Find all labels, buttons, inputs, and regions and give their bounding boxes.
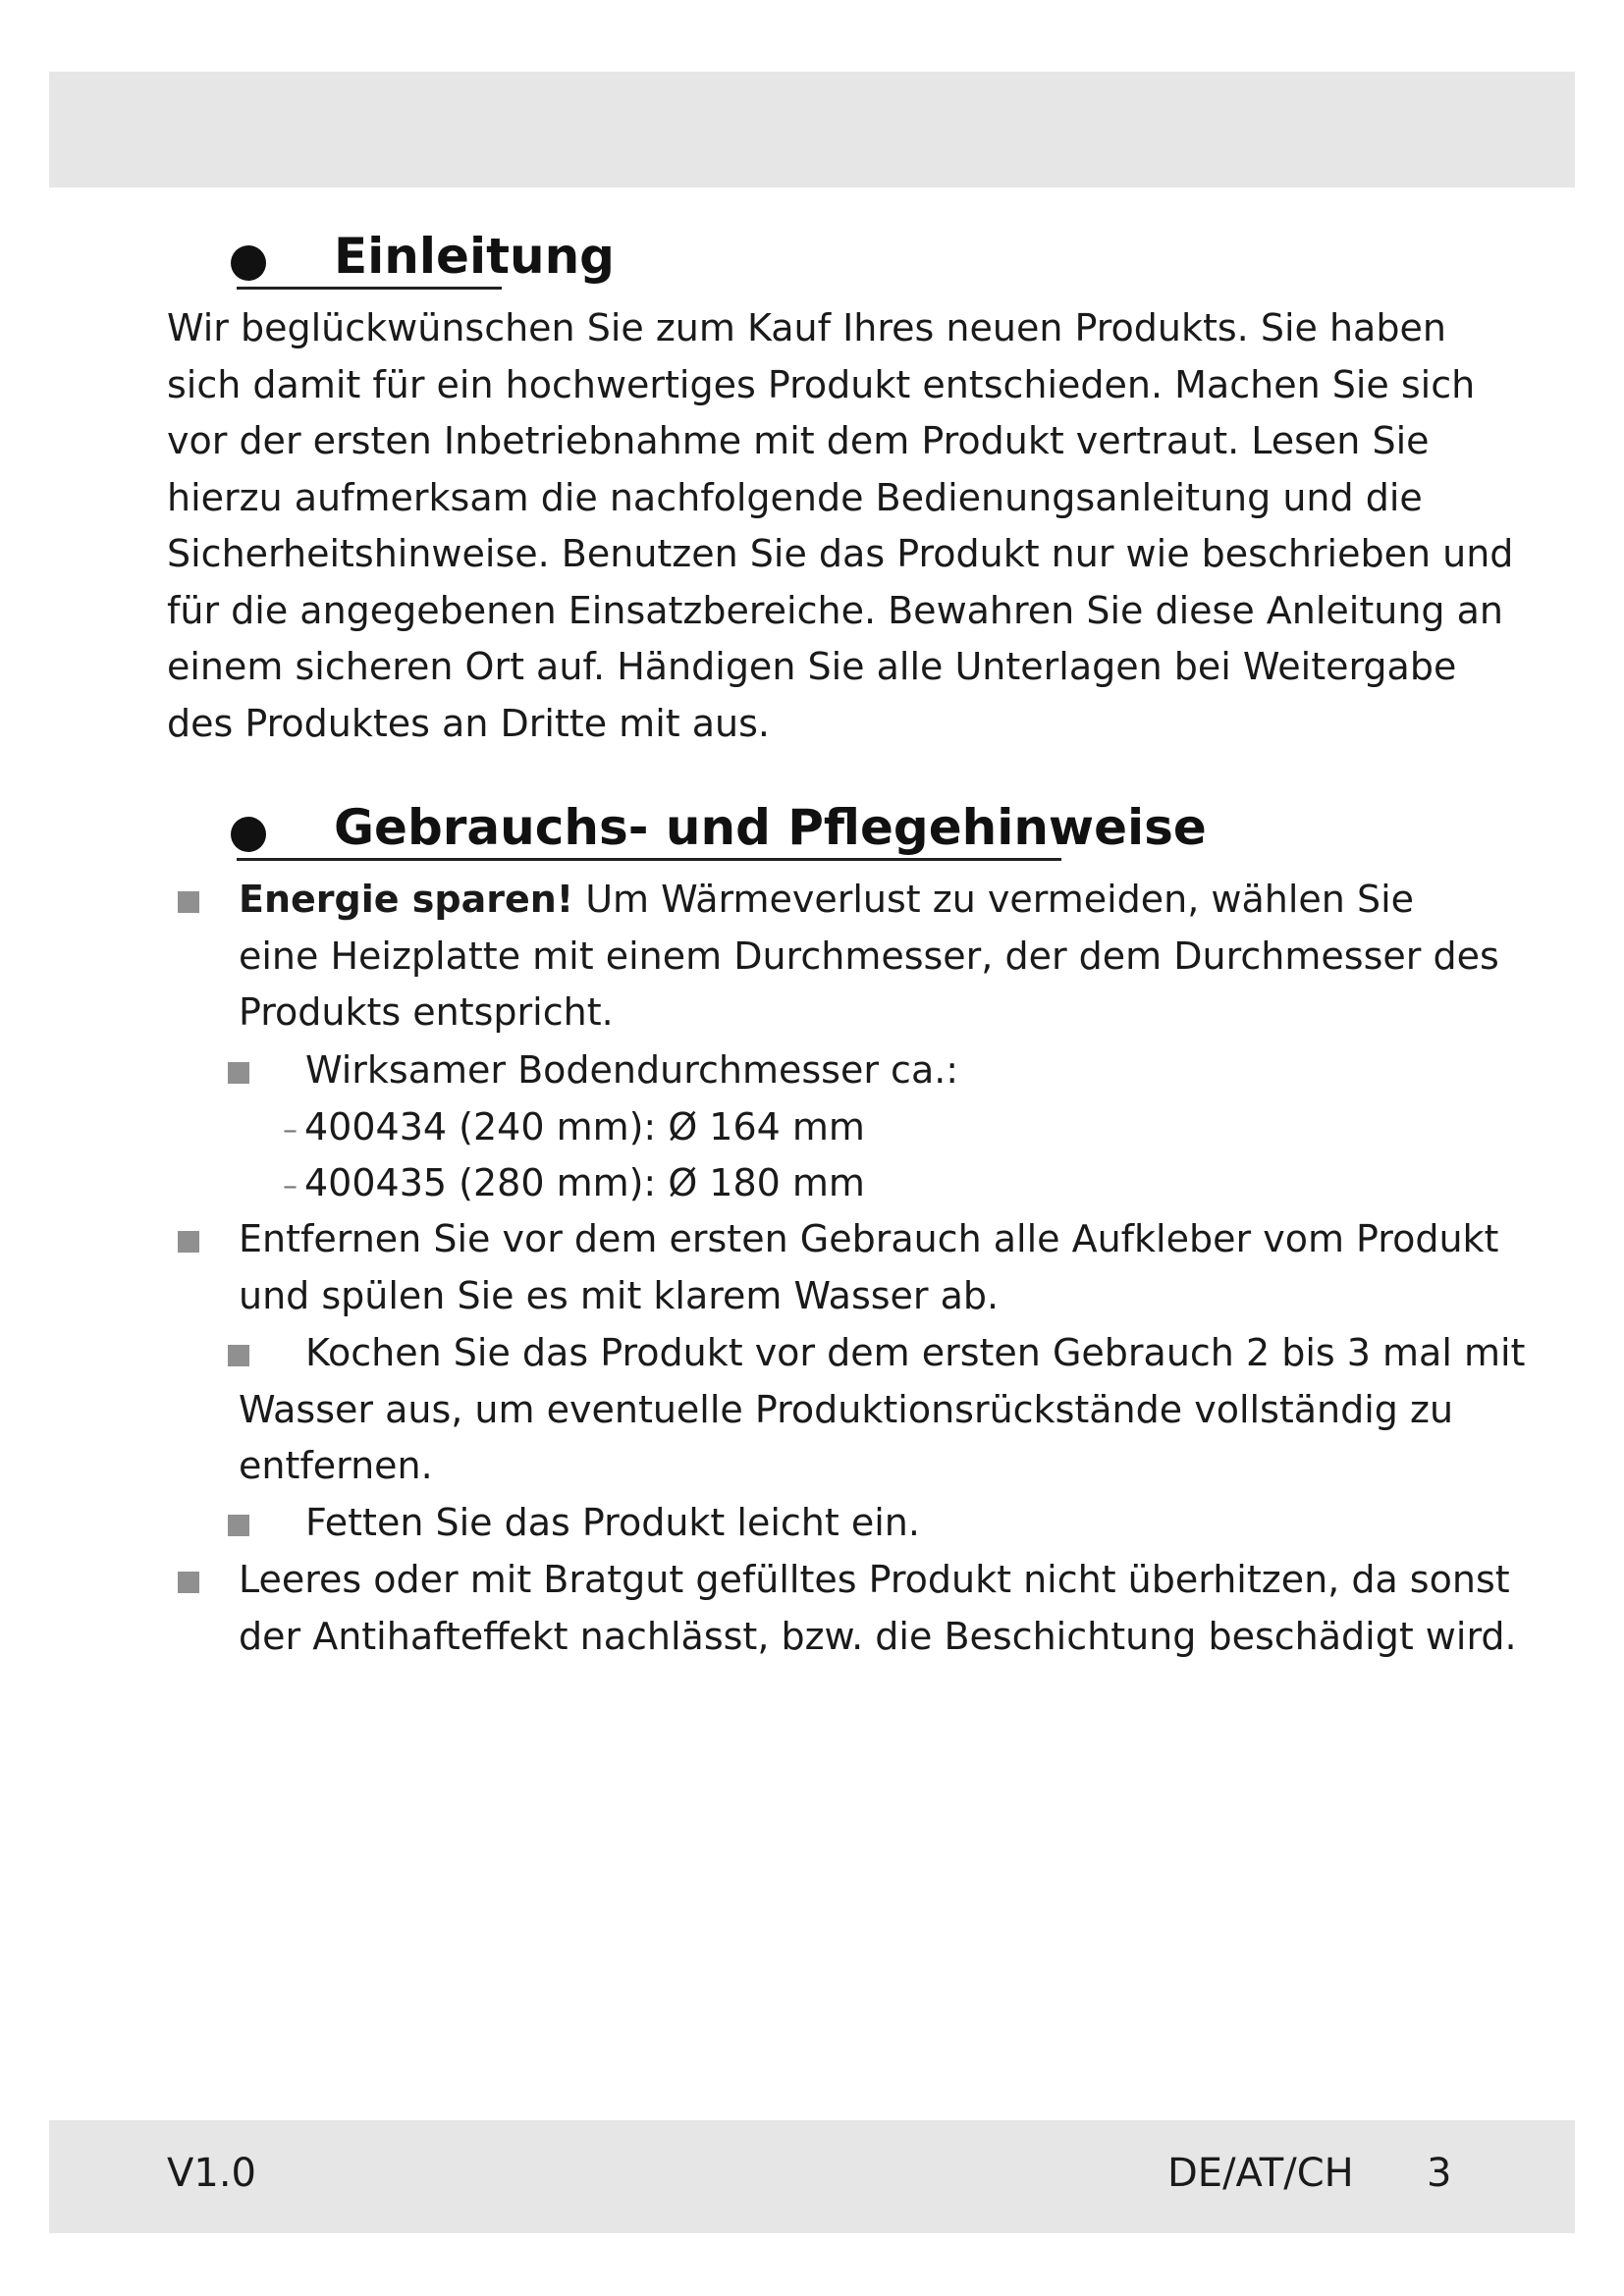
dash-icon: –: [283, 1113, 298, 1148]
intro-line: Wir beglückwünschen Sie zum Kauf Ihres neuen Produkts. Sie haben: [167, 306, 1446, 349]
diameter-item: [283, 1099, 865, 1159]
dash-icon: –: [283, 1169, 298, 1203]
grease-tip: Fetten Sie das Produkt leicht ein.: [305, 1501, 920, 1544]
intro-line: des Produktes an Dritte mit aus.: [167, 701, 770, 745]
square-bullet-icon: [228, 1062, 249, 1084]
stickers-line: Entfernen Sie vor dem ersten Gebrauch alle Aufkleber vom Produkt: [239, 1217, 1499, 1260]
energy-tip-label: Energie sparen!: [239, 878, 574, 921]
square-bullet-icon: [178, 1231, 199, 1253]
energy-tip-line: Produkts entspricht.: [239, 990, 614, 1034]
intro-line: sich damit für ein hochwertiges Produkt entschieden. Machen Sie sich: [167, 362, 1476, 406]
section-bullet-icon: [231, 245, 266, 281]
boil-line: Wasser aus, um eventuelle Produktionsrückstände vollständig zu: [239, 1387, 1454, 1431]
intro-line: einem sicheren Ort auf. Händigen Sie alle Unterlagen bei Weitergabe: [167, 645, 1457, 688]
diameter-value: 400434 (240 mm): Ø 164 mm: [304, 1105, 865, 1148]
energy-tip-text: Um Wärmeverlust zu vermeiden, wählen Sie: [573, 878, 1415, 921]
heading-underline: [237, 858, 1061, 861]
country-codes: DE/AT/CH: [1167, 2151, 1354, 2196]
overheat-line: der Antihafteffekt nachlässt, bzw. die Beschichtung beschädigt wird.: [239, 1614, 1517, 1658]
heading-underline: [237, 287, 502, 290]
intro-line: für die angegebenen Einsatzbereiche. Bewahren Sie diese Anleitung an: [167, 588, 1504, 632]
section-bullet-icon: [231, 817, 266, 852]
page-number: 3: [1427, 2151, 1452, 2196]
header-band: [49, 72, 1575, 187]
overheat-line: Leeres oder mit Bratgut gefülltes Produkt nicht überhitzen, da sonst: [239, 1558, 1510, 1601]
overheat-tip: [239, 1552, 1517, 1665]
square-bullet-icon: [178, 1572, 199, 1593]
diameter-label: Wirksamer Bodendurchmesser ca.:: [305, 1048, 959, 1092]
boil-line: Kochen Sie das Produkt vor dem ersten Gebrauch 2 bis 3 mal mit: [305, 1331, 1526, 1374]
energy-tip: [239, 872, 1499, 1041]
care-title: Gebrauchs- und Pflegehinweise: [334, 799, 1207, 856]
stickers-line: und spülen Sie es mit klarem Wasser ab.: [239, 1273, 1000, 1317]
diameter-item: [283, 1155, 865, 1215]
intro-title: Einleitung: [334, 228, 615, 285]
intro-paragraph: [167, 300, 1514, 752]
intro-line: Sicherheitshinweise. Benutzen Sie das Produkt nur wie beschrieben und: [167, 532, 1514, 575]
boil-line: entfernen.: [239, 1444, 433, 1487]
version-label: V1.0: [167, 2151, 256, 2196]
square-bullet-icon: [228, 1515, 249, 1536]
boil-tip: [239, 1325, 1526, 1495]
square-bullet-icon: [178, 891, 199, 913]
intro-line: hierzu aufmerksam die nachfolgende Bedienungsanleitung und die: [167, 475, 1423, 519]
diameter-value: 400435 (280 mm): Ø 180 mm: [304, 1161, 865, 1204]
energy-tip-line: eine Heizplatte mit einem Durchmesser, der dem Durchmesser des: [239, 934, 1499, 978]
stickers-tip: [239, 1211, 1499, 1324]
intro-line: vor der ersten Inbetriebnahme mit dem Produkt vertraut. Lesen Sie: [167, 419, 1430, 462]
